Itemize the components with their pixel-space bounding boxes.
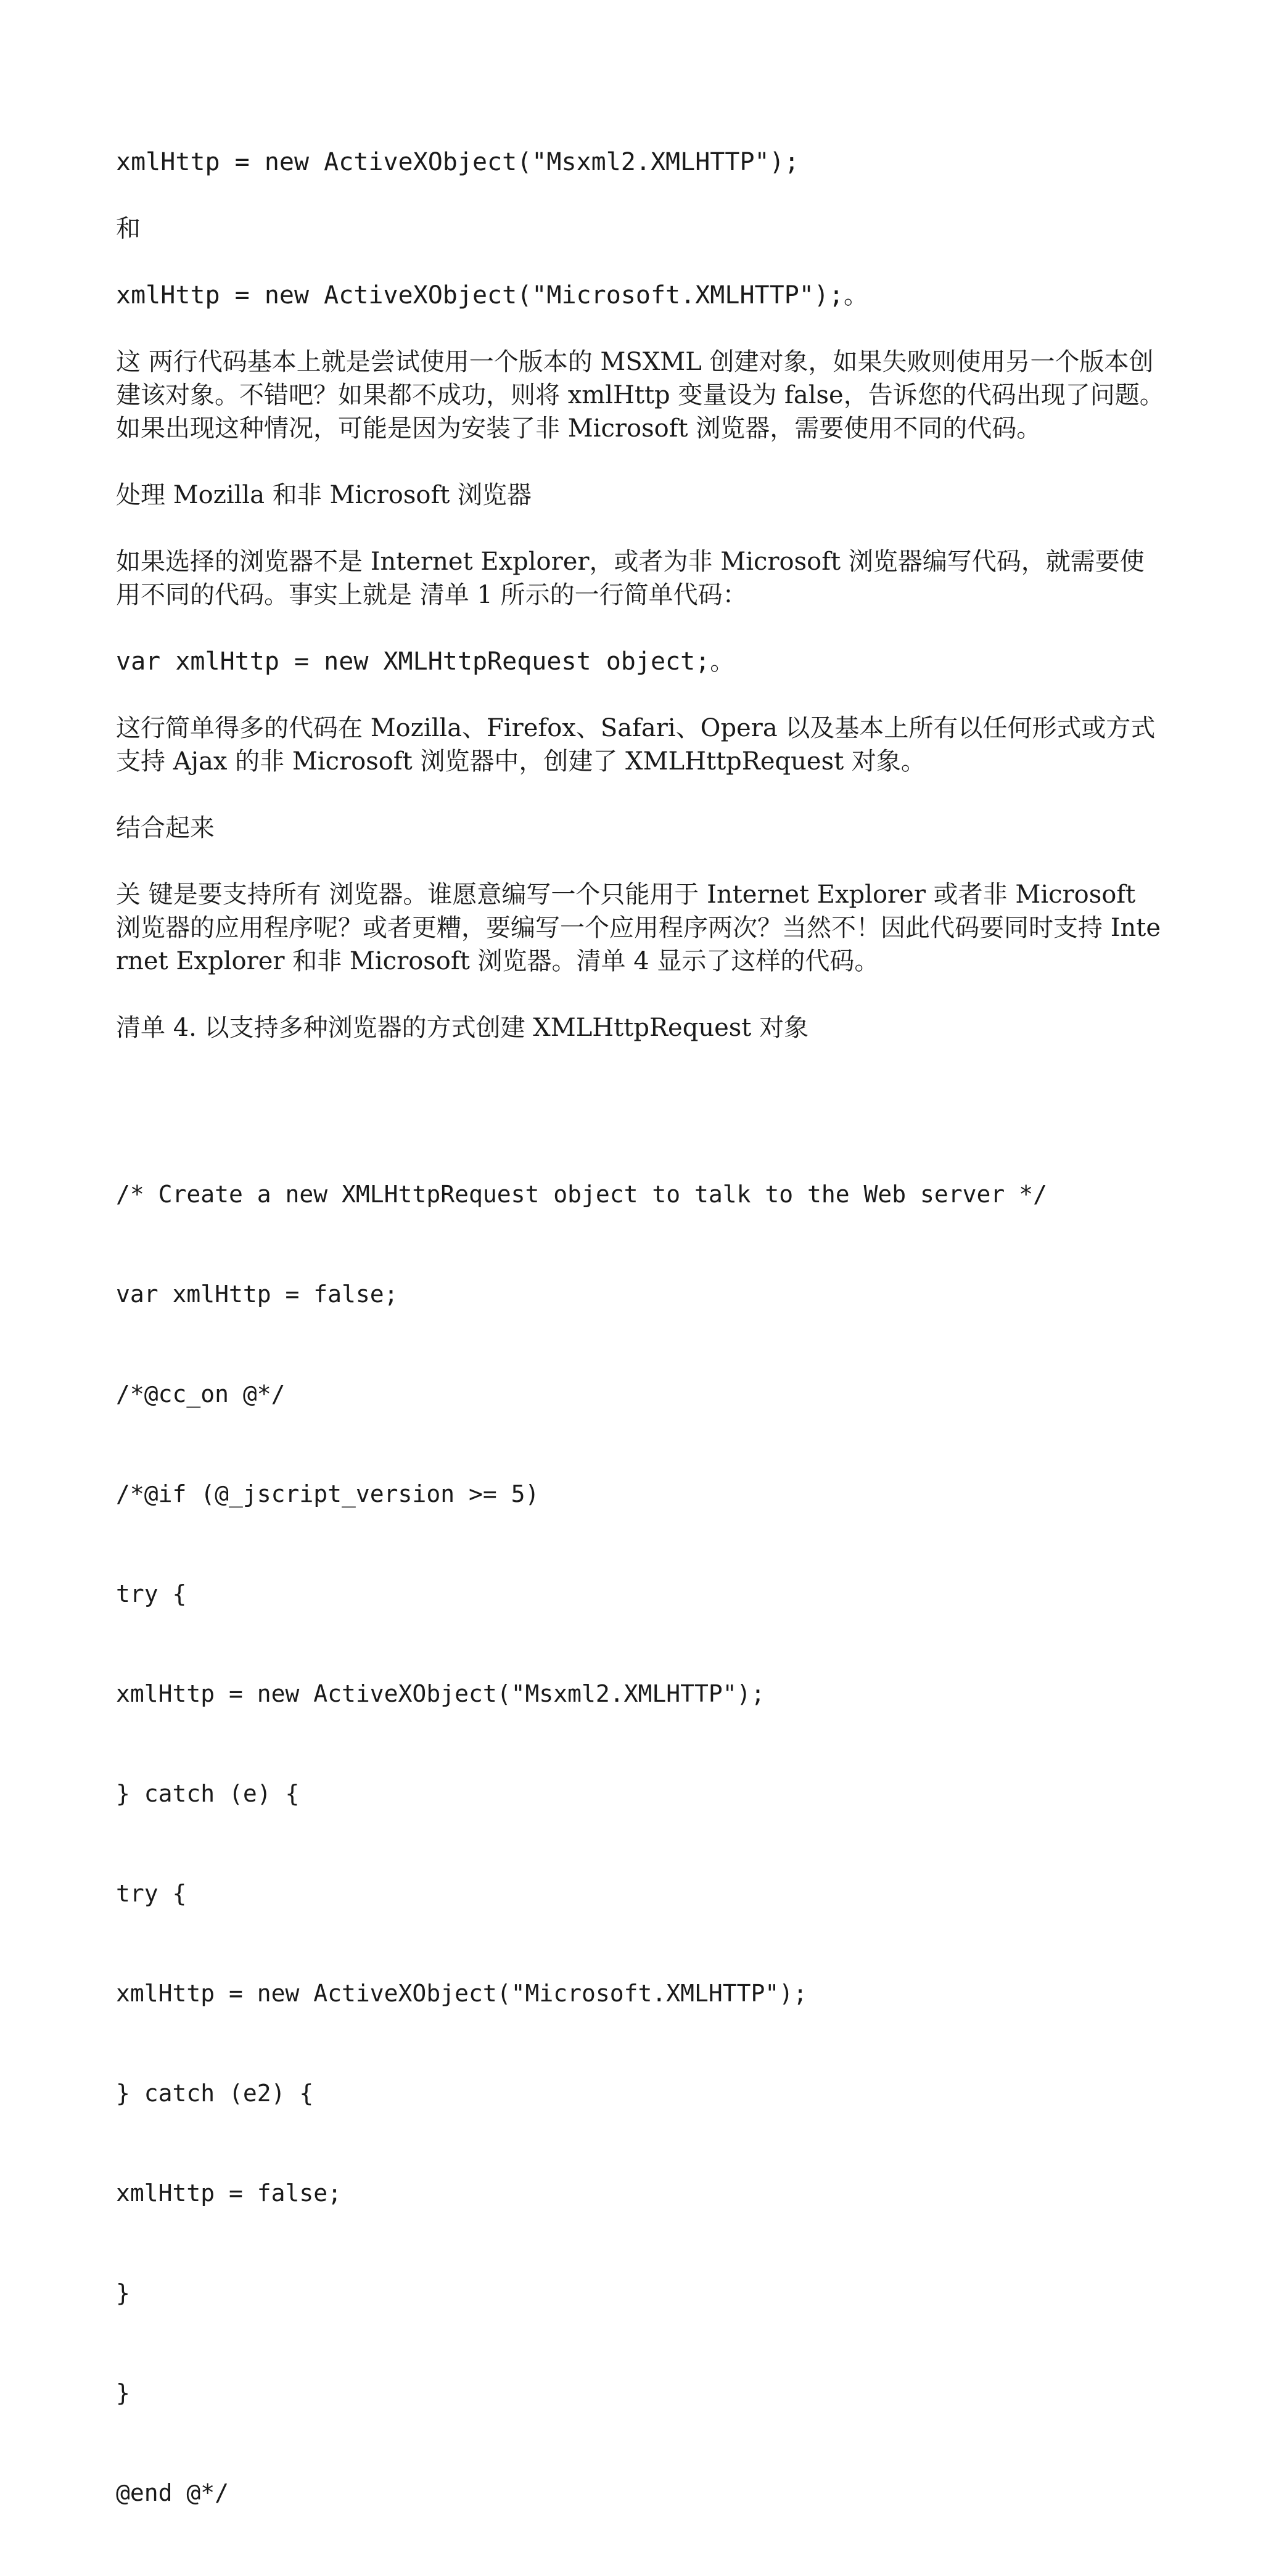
- paragraph-non-ie-browsers: 如果选择的浏览器不是 Internet Explorer，或者为非 Microsoft 浏览器编写代码，就需要使用不同的代码。事实上就是 清单 1 所示的一行简单代码：: [116, 548, 1145, 609]
- paragraph-support-all-browsers: 关 键是要支持所有 浏览器。谁愿意编写一个只能用于 Internet Explorer 或者非 Microsoft 浏览器的应用程序呢？或者更糟，要编写一个应用程序两次？当然不！因此代码要同时支持 Internet Explorer 和非 Microsoft 浏览器。清单 4 显示了这样的代码。: [116, 880, 1161, 975]
- section-heading-combine: 结合起来: [116, 814, 215, 842]
- paragraph-xmlhttprequest-support: 这行简单得多的代码在 Mozilla、Firefox、Safari、Opera 以及基本上所有以任何形式或方式支持 Ajax 的非 Microsoft 浏览器中，创建了 XMLHttpRequest 对象。: [116, 714, 1156, 776]
- listing-caption: 清单 4. 以支持多种浏览器的方式创建 XMLHttpRequest 对象: [116, 1014, 809, 1042]
- code-listing-line: var xmlHttp = false;: [116, 1281, 398, 1308]
- conjunction-text: 和: [116, 215, 141, 243]
- code-listing: [116, 1111, 1164, 2576]
- code-listing-line: xmlHttp = new ActiveXObject("Microsoft.XMLHTTP");: [116, 1980, 808, 2007]
- code-listing-line: } catch (e2) {: [116, 2080, 314, 2107]
- code-listing-line: /*@if (@_jscript_version >= 5): [116, 1480, 540, 1507]
- code-line-microsoft: xmlHttp = new ActiveXObject("Microsoft.XMLHTTP");。: [116, 281, 869, 310]
- code-listing-line: try {: [116, 1880, 187, 1907]
- code-listing-line: /* Create a new XMLHttpRequest object to talk to the Web server */: [116, 1181, 1047, 1208]
- code-listing-line: xmlHttp = false;: [116, 2180, 342, 2207]
- code-listing-line: } catch (e) {: [116, 1780, 300, 1807]
- code-line-msxml2: xmlHttp = new ActiveXObject("Msxml2.XMLHTTP");: [116, 148, 799, 176]
- code-line-xmlhttprequest: var xmlHttp = new XMLHttpRequest object;。: [116, 647, 735, 676]
- code-listing-line: }: [116, 2379, 130, 2406]
- code-listing-line: @end @*/: [116, 2479, 229, 2506]
- paragraph-msxml-explanation: 这 两行代码基本上就是尝试使用一个版本的 MSXML 创建对象，如果失败则使用另一个版本创建该对象。不错吧？如果都不成功，则将 xmlHttp 变量设为 false，告诉您的代码出现了问题。如果出现这种情况，可能是因为安装了非 Microsoft 浏览器，需要使用不同的代码。: [116, 348, 1164, 443]
- code-listing-line: try {: [116, 1580, 187, 1607]
- code-listing-line: /*@cc_on @*/: [116, 1380, 286, 1408]
- section-heading-mozilla: 处理 Mozilla 和非 Microsoft 浏览器: [116, 481, 532, 509]
- code-listing-line: xmlHttp = new ActiveXObject("Msxml2.XMLHTTP");: [116, 1680, 765, 1707]
- document-page: [116, 146, 1164, 2576]
- code-listing-line: }: [116, 2279, 130, 2307]
